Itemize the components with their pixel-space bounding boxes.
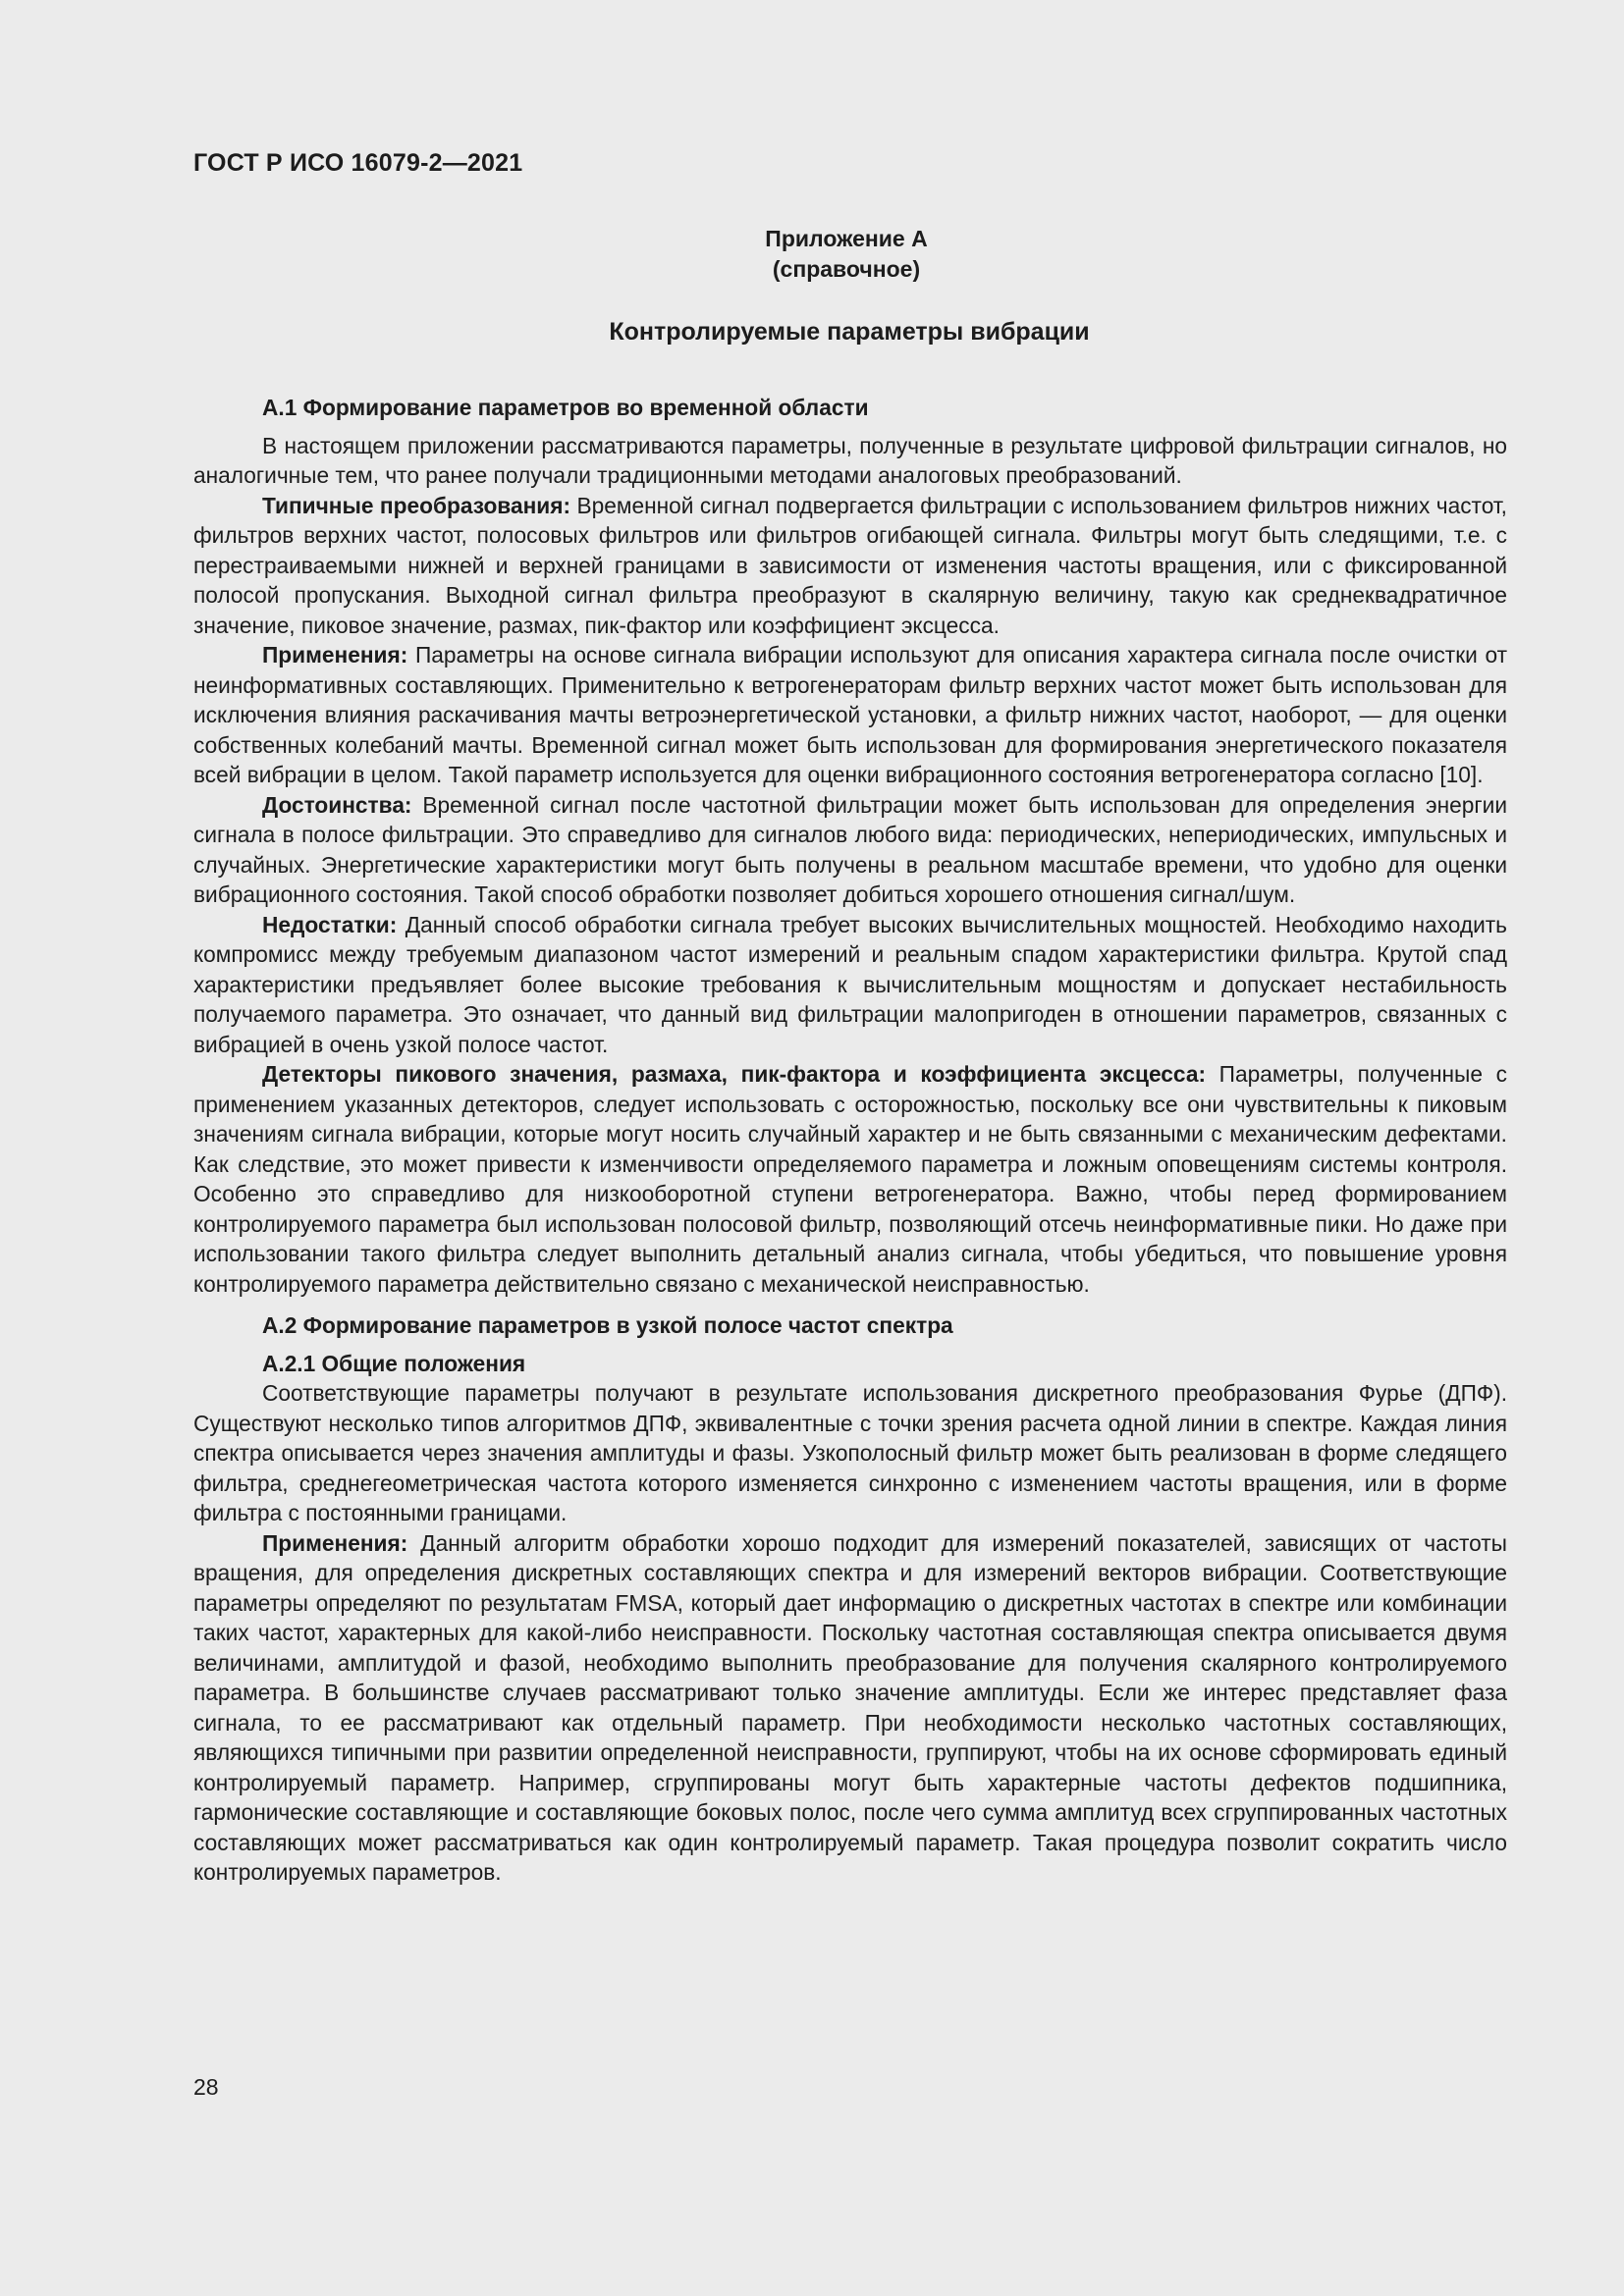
advantages-term: Достоинства: xyxy=(262,791,412,818)
typical-transformations-paragraph xyxy=(193,491,1507,641)
applications-paragraph xyxy=(193,640,1507,790)
appendix-label-block xyxy=(0,224,1624,285)
detectors-text: Параметры, полученные с применением указанных детекторов, следует использовать с осторожностью, поскольку все они чувствительны к пиковым значениям сигнала вибрации, которые могут носить случайный характер и не быть связанными с механическим дефектами. Как следствие, это может привести к изменчивости определяемого параметра и ложным оповещениям системы контроля. Особенно это справедливо для низкооборотной ступени ветрогенератора. Важно, чтобы перед формированием контролируемого параметра был использован полосовой фильтр, позволяющий отсечь неинформативные пики. Но даже при использовании такого фильтра следует выполнить детальный анализ сигнала, чтобы убедиться, что повышение уровня контролируемого параметра действительно связано с механической неисправностью. xyxy=(193,1061,1507,1297)
appendix-status: (справочное) xyxy=(772,256,921,282)
section-a2-heading: А.2 Формирование параметров в узкой полосе частот спектра xyxy=(262,1312,953,1338)
document-code-header: ГОСТ Р ИСО 16079-2—2021 xyxy=(193,149,523,177)
page-number: 28 xyxy=(193,2074,219,2100)
applications-text: Параметры на основе сигнала вибрации используют для описания характера сигнала после очистки от неинформативных составляющих. Применительно к ветрогенераторам фильтр верхних частот может быть использован для исключения влияния раскачивания мачты ветроэнергетической установки, а фильтр нижних частот, наоборот, — для оценки собственных колебаний мачты. Временной сигнал может быть использован для формирования энергетического показателя всей вибрации в целом. Такой параметр используется для оценки вибрационного состояния ветрогенератора согласно [10]. xyxy=(193,642,1507,787)
drawbacks-term: Недостатки: xyxy=(262,911,398,937)
typical-transformations-term: Типичные преобразования: xyxy=(262,492,571,518)
detectors-paragraph xyxy=(193,1059,1507,1299)
section-a2-applications-term: Применения: xyxy=(262,1529,408,1556)
appendix-title: Контролируемые параметры вибрации xyxy=(609,318,1090,346)
document-body xyxy=(193,393,1507,1888)
advantages-text: Временной сигнал после частотной фильтрации может быть использован для определения энергии сигнала в полосе фильтрации. Это справедливо для сигналов любого вида: периодических, непериодических, импульсных и случайных. Энергетические характеристики могут быть получены в реальном масштабе времени, что удобно для оценки вибрационного состояния. Такой способ обработки позволяет добиться хорошего отношения сигнал/шум. xyxy=(193,791,1507,907)
applications-term: Применения: xyxy=(262,642,408,667)
advantages-paragraph xyxy=(193,790,1507,910)
section-a1-heading: А.1 Формирование параметров во временной области xyxy=(262,395,869,420)
section-a2-intro-paragraph: Соответствующие параметры получают в результате использования дискретного преобразования Фурье (ДПФ). Существуют несколько типов алгоритмов ДПФ, эквивалентные с точки зрения расчета одной линии в спектре. Каждая линия спектра описывается через значения амплитуды и фазы. Узкополосный фильтр может быть реализован в форме следящего фильтра, среднегеометрическая частота которого изменяется синхронно с изменением частоты вращения, или в форме фильтра с постоянными границами. xyxy=(193,1380,1507,1525)
detectors-term: Детекторы пикового значения, размаха, пик-фактора и коэффициента эксцесса: xyxy=(262,1061,1206,1087)
appendix-label: Приложение А xyxy=(765,226,928,251)
drawbacks-text: Данный способ обработки сигнала требует высоких вычислительных мощностей. Необходимо находить компромисс между требуемым диапазоном частот измерений и реальным спадом характеристики фильтра. Крутой спад характеристики предъявляет более высокие требования к вычислительным мощностям и допускает нестабильность получаемого параметра. Это означает, что данный вид фильтрации малопригоден в отношении параметров, связанных с вибрацией в очень узкой полосе частот. xyxy=(193,911,1507,1057)
section-a2-applications-text: Данный алгоритм обработки хорошо подходит для измерений показателей, зависящих от частоты вращения, для определения дискретных составляющих спектра и для измерений векторов вибрации. Соответствующие параметры определяют по результатам FMSA, который дает информацию о дискретных частотах в спектре или комбинации таких частот, характерных для какой-либо неисправности. Поскольку частотная составляющая спектра описывается двумя величинами, амплитудой и фазой, необходимо выполнить преобразование для получения скалярного контролируемого параметра. В большинстве случаев рассматривают только значение амплитуды. Если же интерес представляет фаза сигнала, то ее рассматривают как отдельный параметр. При необходимости несколько частотных составляющих, являющихся типичными при развитии определенной неисправности, группируют, чтобы на их основе сформировать единый контролируемый параметр. Например, сгруппированы могут быть характерные частоты дефектов подшипника, гармонические составляющие и составляющие боковых полос, после чего сумма амплитуд всех сгруппированных частотных составляющих может рассматриваться как один контролируемый параметр. Такая процедура позволит сократить число контролируемых параметров. xyxy=(193,1529,1507,1885)
drawbacks-paragraph xyxy=(193,910,1507,1060)
typical-transformations-text: Временной сигнал подвергается фильтрации с использованием фильтров нижних частот, фильтров верхних частот, полосовых фильтров или фильтров огибающей сигнала. Фильтры могут быть следящими, т.е. с перестраиваемыми нижней и верхней границами в зависимости от изменения частоты вращения, или с фиксированной полосой пропускания. Выходной сигнал фильтра преобразуют в скалярную величину, такую как среднеквадратичное значение, пиковое значение, размах, пик-фактор или коэффициент эксцесса. xyxy=(193,492,1507,638)
section-a1-intro-paragraph: В настоящем приложении рассматриваются параметры, полученные в результате цифровой фильтрации сигналов, но аналогичные тем, что ранее получали традиционными методами аналоговых преобразований. xyxy=(193,432,1507,488)
section-a2-applications-paragraph xyxy=(193,1528,1507,1888)
section-a2-1-heading: А.2.1 Общие положения xyxy=(262,1350,526,1376)
